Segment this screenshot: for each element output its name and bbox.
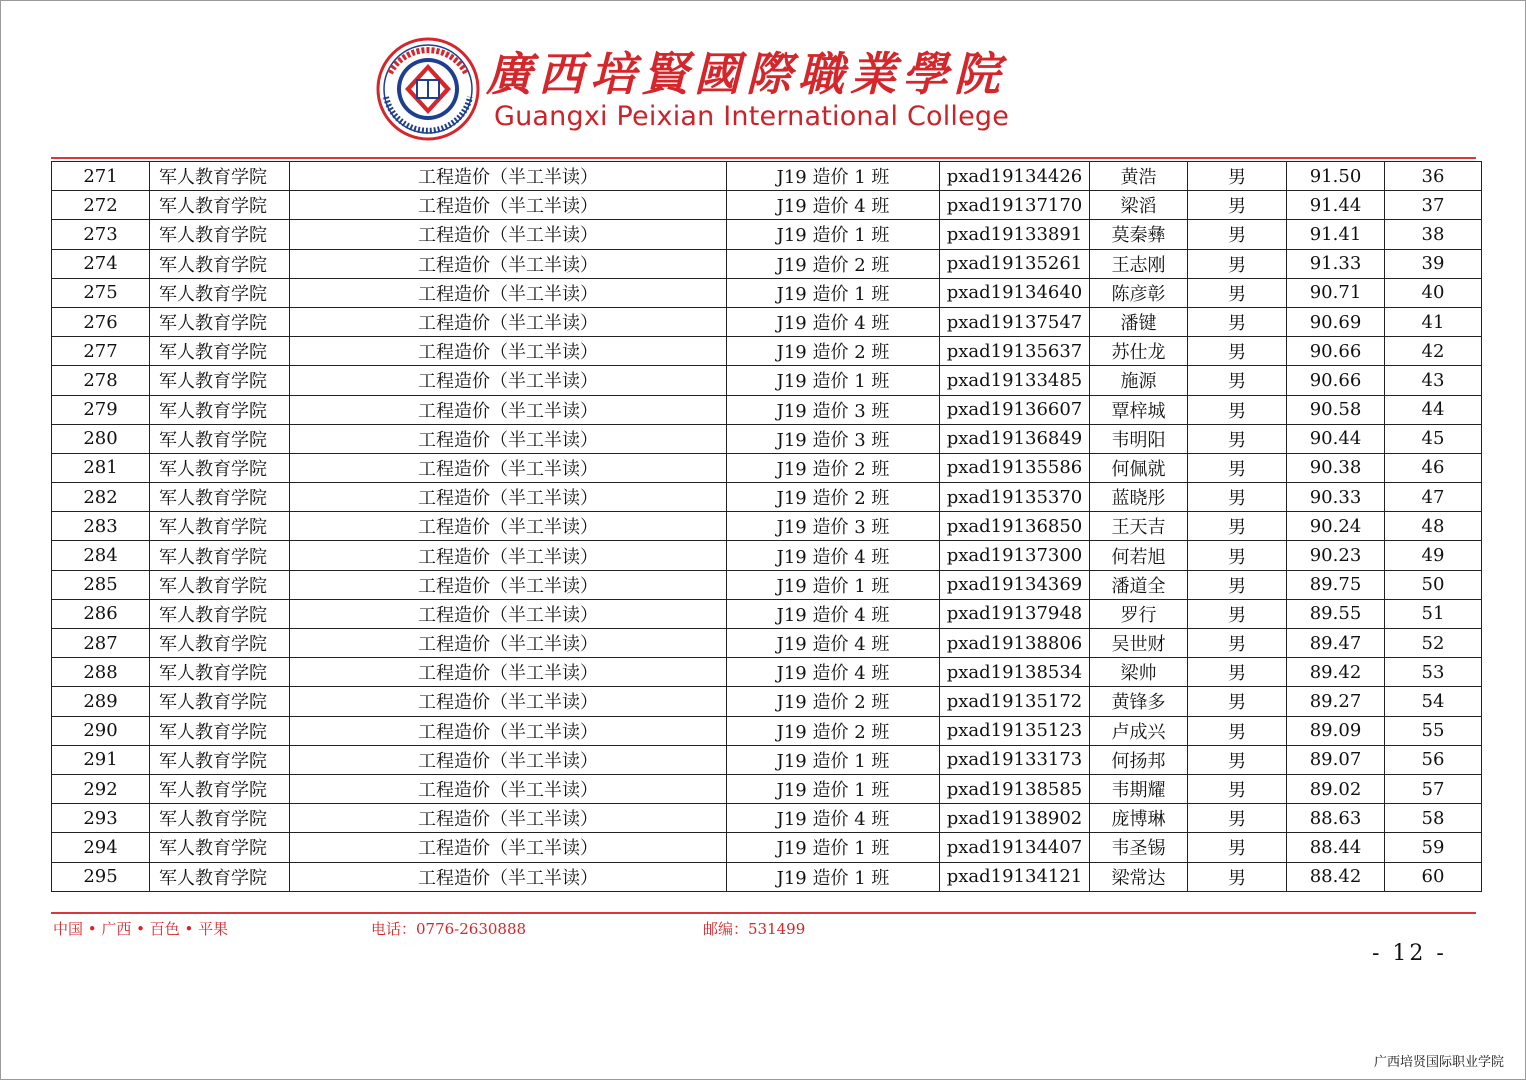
college-cell: 军人教育学院 xyxy=(150,162,290,191)
header-rule xyxy=(51,157,1476,159)
page-number: - 12 - xyxy=(1372,941,1447,966)
gender-cell: 男 xyxy=(1188,220,1287,249)
score-cell: 89.27 xyxy=(1287,687,1385,716)
college-cell: 军人教育学院 xyxy=(150,191,290,220)
table-row xyxy=(52,570,1482,599)
rank-cell: 43 xyxy=(1385,366,1482,395)
gender-cell: 男 xyxy=(1188,278,1287,307)
score-cell: 89.75 xyxy=(1287,570,1385,599)
gender-cell: 男 xyxy=(1188,337,1287,366)
class-cell: J19 造价 3 班 xyxy=(727,424,940,453)
score-cell: 91.33 xyxy=(1287,249,1385,278)
major-cell: 工程造价（半工半读） xyxy=(290,278,727,307)
college-cell: 军人教育学院 xyxy=(150,366,290,395)
table-row xyxy=(52,862,1482,891)
gender-cell: 男 xyxy=(1188,570,1287,599)
gender-cell: 男 xyxy=(1188,366,1287,395)
student-id-cell: pxad19135637 xyxy=(940,337,1090,366)
score-cell: 90.33 xyxy=(1287,483,1385,512)
student-name-cell: 陈彦彰 xyxy=(1090,278,1188,307)
rank-cell: 44 xyxy=(1385,395,1482,424)
class-cell: J19 造价 2 班 xyxy=(727,249,940,278)
college-cell: 军人教育学院 xyxy=(150,833,290,862)
gender-cell: 男 xyxy=(1188,162,1287,191)
score-cell: 89.42 xyxy=(1287,658,1385,687)
rank-cell: 53 xyxy=(1385,658,1482,687)
rank-cell: 39 xyxy=(1385,249,1482,278)
major-cell: 工程造价（半工半读） xyxy=(290,570,727,599)
class-cell: J19 造价 1 班 xyxy=(727,774,940,803)
class-cell: J19 造价 2 班 xyxy=(727,716,940,745)
row-number-cell: 294 xyxy=(52,833,150,862)
score-cell: 90.69 xyxy=(1287,307,1385,336)
college-cell: 军人教育学院 xyxy=(150,862,290,891)
rank-cell: 42 xyxy=(1385,337,1482,366)
table-row xyxy=(52,366,1482,395)
score-cell: 90.71 xyxy=(1287,278,1385,307)
rank-cell: 49 xyxy=(1385,541,1482,570)
student-id-cell: pxad19136849 xyxy=(940,424,1090,453)
major-cell: 工程造价（半工半读） xyxy=(290,541,727,570)
score-cell: 90.66 xyxy=(1287,366,1385,395)
student-name-cell: 覃梓城 xyxy=(1090,395,1188,424)
class-cell: J19 造价 3 班 xyxy=(727,395,940,424)
student-id-cell: pxad19138585 xyxy=(940,774,1090,803)
college-cell: 军人教育学院 xyxy=(150,337,290,366)
major-cell: 工程造价（半工半读） xyxy=(290,833,727,862)
rank-cell: 37 xyxy=(1385,191,1482,220)
table-row xyxy=(52,424,1482,453)
student-name-cell: 罗行 xyxy=(1090,599,1188,628)
college-cell: 军人教育学院 xyxy=(150,220,290,249)
score-cell: 89.02 xyxy=(1287,774,1385,803)
table-row xyxy=(52,249,1482,278)
row-number-cell: 272 xyxy=(52,191,150,220)
gender-cell: 男 xyxy=(1188,804,1287,833)
major-cell: 工程造价（半工半读） xyxy=(290,599,727,628)
student-id-cell: pxad19134407 xyxy=(940,833,1090,862)
gender-cell: 男 xyxy=(1188,833,1287,862)
rank-cell: 58 xyxy=(1385,804,1482,833)
watermark-text: 广西培贤国际职业学院 xyxy=(1374,1055,1505,1070)
student-id-cell: pxad19135261 xyxy=(940,249,1090,278)
student-name-cell: 梁滔 xyxy=(1090,191,1188,220)
student-name-cell: 梁常达 xyxy=(1090,862,1188,891)
score-cell: 91.50 xyxy=(1287,162,1385,191)
row-number-cell: 276 xyxy=(52,307,150,336)
student-id-cell: pxad19138534 xyxy=(940,658,1090,687)
table-row xyxy=(52,716,1482,745)
row-number-cell: 285 xyxy=(52,570,150,599)
major-cell: 工程造价（半工半读） xyxy=(290,424,727,453)
table-row xyxy=(52,162,1482,191)
rank-cell: 46 xyxy=(1385,453,1482,482)
gender-cell: 男 xyxy=(1188,307,1287,336)
college-cell: 军人教育学院 xyxy=(150,599,290,628)
student-name-cell: 黄浩 xyxy=(1090,162,1188,191)
rank-cell: 59 xyxy=(1385,833,1482,862)
class-cell: J19 造价 4 班 xyxy=(727,541,940,570)
rank-cell: 60 xyxy=(1385,862,1482,891)
class-cell: J19 造价 2 班 xyxy=(727,687,940,716)
table-row xyxy=(52,745,1482,774)
student-name-cell: 何扬邦 xyxy=(1090,745,1188,774)
student-id-cell: pxad19135172 xyxy=(940,687,1090,716)
row-number-cell: 280 xyxy=(52,424,150,453)
score-cell: 89.09 xyxy=(1287,716,1385,745)
class-cell: J19 造价 1 班 xyxy=(727,220,940,249)
score-cell: 90.38 xyxy=(1287,453,1385,482)
gender-cell: 男 xyxy=(1188,745,1287,774)
row-number-cell: 295 xyxy=(52,862,150,891)
student-name-cell: 黄锋多 xyxy=(1090,687,1188,716)
table-row xyxy=(52,395,1482,424)
gender-cell: 男 xyxy=(1188,658,1287,687)
rank-cell: 48 xyxy=(1385,512,1482,541)
student-id-cell: pxad19136850 xyxy=(940,512,1090,541)
college-cell: 军人教育学院 xyxy=(150,658,290,687)
score-cell: 88.44 xyxy=(1287,833,1385,862)
student-id-cell: pxad19133173 xyxy=(940,745,1090,774)
student-name-cell: 何若旭 xyxy=(1090,541,1188,570)
rank-cell: 40 xyxy=(1385,278,1482,307)
student-id-cell: pxad19135370 xyxy=(940,483,1090,512)
rank-cell: 52 xyxy=(1385,629,1482,658)
score-cell: 89.55 xyxy=(1287,599,1385,628)
student-id-cell: pxad19135123 xyxy=(940,716,1090,745)
rank-cell: 47 xyxy=(1385,483,1482,512)
college-cell: 军人教育学院 xyxy=(150,541,290,570)
class-cell: J19 造价 1 班 xyxy=(727,162,940,191)
college-cell: 军人教育学院 xyxy=(150,716,290,745)
gender-cell: 男 xyxy=(1188,774,1287,803)
major-cell: 工程造价（半工半读） xyxy=(290,395,727,424)
table-row xyxy=(52,629,1482,658)
class-cell: J19 造价 4 班 xyxy=(727,191,940,220)
class-cell: J19 造价 2 班 xyxy=(727,453,940,482)
student-id-cell: pxad19134121 xyxy=(940,862,1090,891)
row-number-cell: 278 xyxy=(52,366,150,395)
row-number-cell: 271 xyxy=(52,162,150,191)
major-cell: 工程造价（半工半读） xyxy=(290,249,727,278)
score-cell: 90.24 xyxy=(1287,512,1385,541)
row-number-cell: 289 xyxy=(52,687,150,716)
footer-rule xyxy=(51,912,1476,914)
student-id-cell: pxad19137948 xyxy=(940,599,1090,628)
student-id-cell: pxad19134426 xyxy=(940,162,1090,191)
major-cell: 工程造价（半工半读） xyxy=(290,453,727,482)
class-cell: J19 造价 1 班 xyxy=(727,570,940,599)
score-cell: 88.42 xyxy=(1287,862,1385,891)
gender-cell: 男 xyxy=(1188,541,1287,570)
major-cell: 工程造价（半工半读） xyxy=(290,337,727,366)
class-cell: J19 造价 4 班 xyxy=(727,804,940,833)
student-id-cell: pxad19133891 xyxy=(940,220,1090,249)
results-table xyxy=(51,161,1482,892)
student-id-cell: pxad19136607 xyxy=(940,395,1090,424)
row-number-cell: 290 xyxy=(52,716,150,745)
row-number-cell: 292 xyxy=(52,774,150,803)
gender-cell: 男 xyxy=(1188,395,1287,424)
college-cell: 军人教育学院 xyxy=(150,278,290,307)
student-id-cell: pxad19137170 xyxy=(940,191,1090,220)
student-name-cell: 梁帅 xyxy=(1090,658,1188,687)
college-cell: 军人教育学院 xyxy=(150,804,290,833)
score-cell: 91.44 xyxy=(1287,191,1385,220)
rank-cell: 38 xyxy=(1385,220,1482,249)
gender-cell: 男 xyxy=(1188,862,1287,891)
major-cell: 工程造价（半工半读） xyxy=(290,191,727,220)
gender-cell: 男 xyxy=(1188,599,1287,628)
college-cell: 军人教育学院 xyxy=(150,483,290,512)
row-number-cell: 274 xyxy=(52,249,150,278)
row-number-cell: 287 xyxy=(52,629,150,658)
college-cell: 军人教育学院 xyxy=(150,453,290,482)
row-number-cell: 283 xyxy=(52,512,150,541)
rank-cell: 57 xyxy=(1385,774,1482,803)
college-seal-logo xyxy=(376,37,480,141)
class-cell: J19 造价 4 班 xyxy=(727,307,940,336)
student-name-cell: 卢成兴 xyxy=(1090,716,1188,745)
student-id-cell: pxad19133485 xyxy=(940,366,1090,395)
student-name-cell: 王天吉 xyxy=(1090,512,1188,541)
table-row xyxy=(52,191,1482,220)
major-cell: 工程造价（半工半读） xyxy=(290,774,727,803)
college-cell: 军人教育学院 xyxy=(150,424,290,453)
gender-cell: 男 xyxy=(1188,687,1287,716)
score-cell: 90.58 xyxy=(1287,395,1385,424)
table-row xyxy=(52,658,1482,687)
score-cell: 89.07 xyxy=(1287,745,1385,774)
student-name-cell: 王志刚 xyxy=(1090,249,1188,278)
gender-cell: 男 xyxy=(1188,191,1287,220)
student-id-cell: pxad19138806 xyxy=(940,629,1090,658)
student-name-cell: 苏仕龙 xyxy=(1090,337,1188,366)
class-cell: J19 造价 1 班 xyxy=(727,833,940,862)
table-row xyxy=(52,453,1482,482)
student-name-cell: 韦明阳 xyxy=(1090,424,1188,453)
major-cell: 工程造价（半工半读） xyxy=(290,512,727,541)
class-cell: J19 造价 1 班 xyxy=(727,745,940,774)
table-row xyxy=(52,541,1482,570)
table-row xyxy=(52,774,1482,803)
major-cell: 工程造价（半工半读） xyxy=(290,745,727,774)
major-cell: 工程造价（半工半读） xyxy=(290,804,727,833)
row-number-cell: 284 xyxy=(52,541,150,570)
table-row xyxy=(52,278,1482,307)
score-cell: 90.44 xyxy=(1287,424,1385,453)
student-id-cell: pxad19135586 xyxy=(940,453,1090,482)
gender-cell: 男 xyxy=(1188,716,1287,745)
score-cell: 88.63 xyxy=(1287,804,1385,833)
college-name-en: Guangxi Peixian International College xyxy=(494,101,1010,132)
row-number-cell: 288 xyxy=(52,658,150,687)
major-cell: 工程造价（半工半读） xyxy=(290,629,727,658)
major-cell: 工程造价（半工半读） xyxy=(290,862,727,891)
student-name-cell: 韦圣锡 xyxy=(1090,833,1188,862)
gender-cell: 男 xyxy=(1188,483,1287,512)
class-cell: J19 造价 2 班 xyxy=(727,337,940,366)
table-row xyxy=(52,307,1482,336)
results-table-body xyxy=(52,162,1482,892)
rank-cell: 45 xyxy=(1385,424,1482,453)
footer-address: 中国 • 广西 • 百色 • 平果 xyxy=(53,920,229,938)
row-number-cell: 286 xyxy=(52,599,150,628)
student-name-cell: 施源 xyxy=(1090,366,1188,395)
college-name-cn: 廣西培賢國際職業學院 xyxy=(486,47,1006,101)
score-cell: 90.23 xyxy=(1287,541,1385,570)
class-cell: J19 造价 4 班 xyxy=(727,658,940,687)
college-cell: 军人教育学院 xyxy=(150,745,290,774)
row-number-cell: 273 xyxy=(52,220,150,249)
rank-cell: 51 xyxy=(1385,599,1482,628)
gender-cell: 男 xyxy=(1188,512,1287,541)
student-name-cell: 蓝晓彤 xyxy=(1090,483,1188,512)
college-cell: 军人教育学院 xyxy=(150,629,290,658)
row-number-cell: 291 xyxy=(52,745,150,774)
student-name-cell: 潘道全 xyxy=(1090,570,1188,599)
row-number-cell: 293 xyxy=(52,804,150,833)
score-cell: 90.66 xyxy=(1287,337,1385,366)
row-number-cell: 279 xyxy=(52,395,150,424)
row-number-cell: 281 xyxy=(52,453,150,482)
table-row xyxy=(52,337,1482,366)
major-cell: 工程造价（半工半读） xyxy=(290,307,727,336)
major-cell: 工程造价（半工半读） xyxy=(290,716,727,745)
college-cell: 军人教育学院 xyxy=(150,512,290,541)
student-id-cell: pxad19134369 xyxy=(940,570,1090,599)
score-cell: 91.41 xyxy=(1287,220,1385,249)
rank-cell: 50 xyxy=(1385,570,1482,599)
student-name-cell: 吴世财 xyxy=(1090,629,1188,658)
student-name-cell: 潘键 xyxy=(1090,307,1188,336)
college-cell: 军人教育学院 xyxy=(150,687,290,716)
class-cell: J19 造价 3 班 xyxy=(727,512,940,541)
table-row xyxy=(52,599,1482,628)
table-row xyxy=(52,512,1482,541)
footer-phone: 电话：0776-2630888 xyxy=(371,920,527,938)
class-cell: J19 造价 2 班 xyxy=(727,483,940,512)
major-cell: 工程造价（半工半读） xyxy=(290,483,727,512)
row-number-cell: 282 xyxy=(52,483,150,512)
major-cell: 工程造价（半工半读） xyxy=(290,220,727,249)
college-cell: 军人教育学院 xyxy=(150,249,290,278)
score-cell: 89.47 xyxy=(1287,629,1385,658)
student-id-cell: pxad19134640 xyxy=(940,278,1090,307)
class-cell: J19 造价 1 班 xyxy=(727,366,940,395)
student-id-cell: pxad19138902 xyxy=(940,804,1090,833)
college-cell: 军人教育学院 xyxy=(150,307,290,336)
rank-cell: 55 xyxy=(1385,716,1482,745)
student-name-cell: 何佩就 xyxy=(1090,453,1188,482)
table-row xyxy=(52,483,1482,512)
rank-cell: 41 xyxy=(1385,307,1482,336)
row-number-cell: 277 xyxy=(52,337,150,366)
row-number-cell: 275 xyxy=(52,278,150,307)
class-cell: J19 造价 4 班 xyxy=(727,599,940,628)
student-id-cell: pxad19137300 xyxy=(940,541,1090,570)
table-row xyxy=(52,220,1482,249)
major-cell: 工程造价（半工半读） xyxy=(290,687,727,716)
major-cell: 工程造价（半工半读） xyxy=(290,658,727,687)
gender-cell: 男 xyxy=(1188,629,1287,658)
footer-postcode: 邮编：531499 xyxy=(703,920,806,938)
student-name-cell: 庞博琳 xyxy=(1090,804,1188,833)
rank-cell: 36 xyxy=(1385,162,1482,191)
table-row xyxy=(52,804,1482,833)
table-row xyxy=(52,833,1482,862)
major-cell: 工程造价（半工半读） xyxy=(290,162,727,191)
student-name-cell: 莫秦彝 xyxy=(1090,220,1188,249)
student-id-cell: pxad19137547 xyxy=(940,307,1090,336)
rank-cell: 54 xyxy=(1385,687,1482,716)
student-name-cell: 韦期耀 xyxy=(1090,774,1188,803)
gender-cell: 男 xyxy=(1188,453,1287,482)
class-cell: J19 造价 1 班 xyxy=(727,862,940,891)
table-row xyxy=(52,687,1482,716)
college-cell: 军人教育学院 xyxy=(150,395,290,424)
class-cell: J19 造价 1 班 xyxy=(727,278,940,307)
class-cell: J19 造价 4 班 xyxy=(727,629,940,658)
rank-cell: 56 xyxy=(1385,745,1482,774)
major-cell: 工程造价（半工半读） xyxy=(290,366,727,395)
gender-cell: 男 xyxy=(1188,249,1287,278)
college-cell: 军人教育学院 xyxy=(150,570,290,599)
college-cell: 军人教育学院 xyxy=(150,774,290,803)
gender-cell: 男 xyxy=(1188,424,1287,453)
